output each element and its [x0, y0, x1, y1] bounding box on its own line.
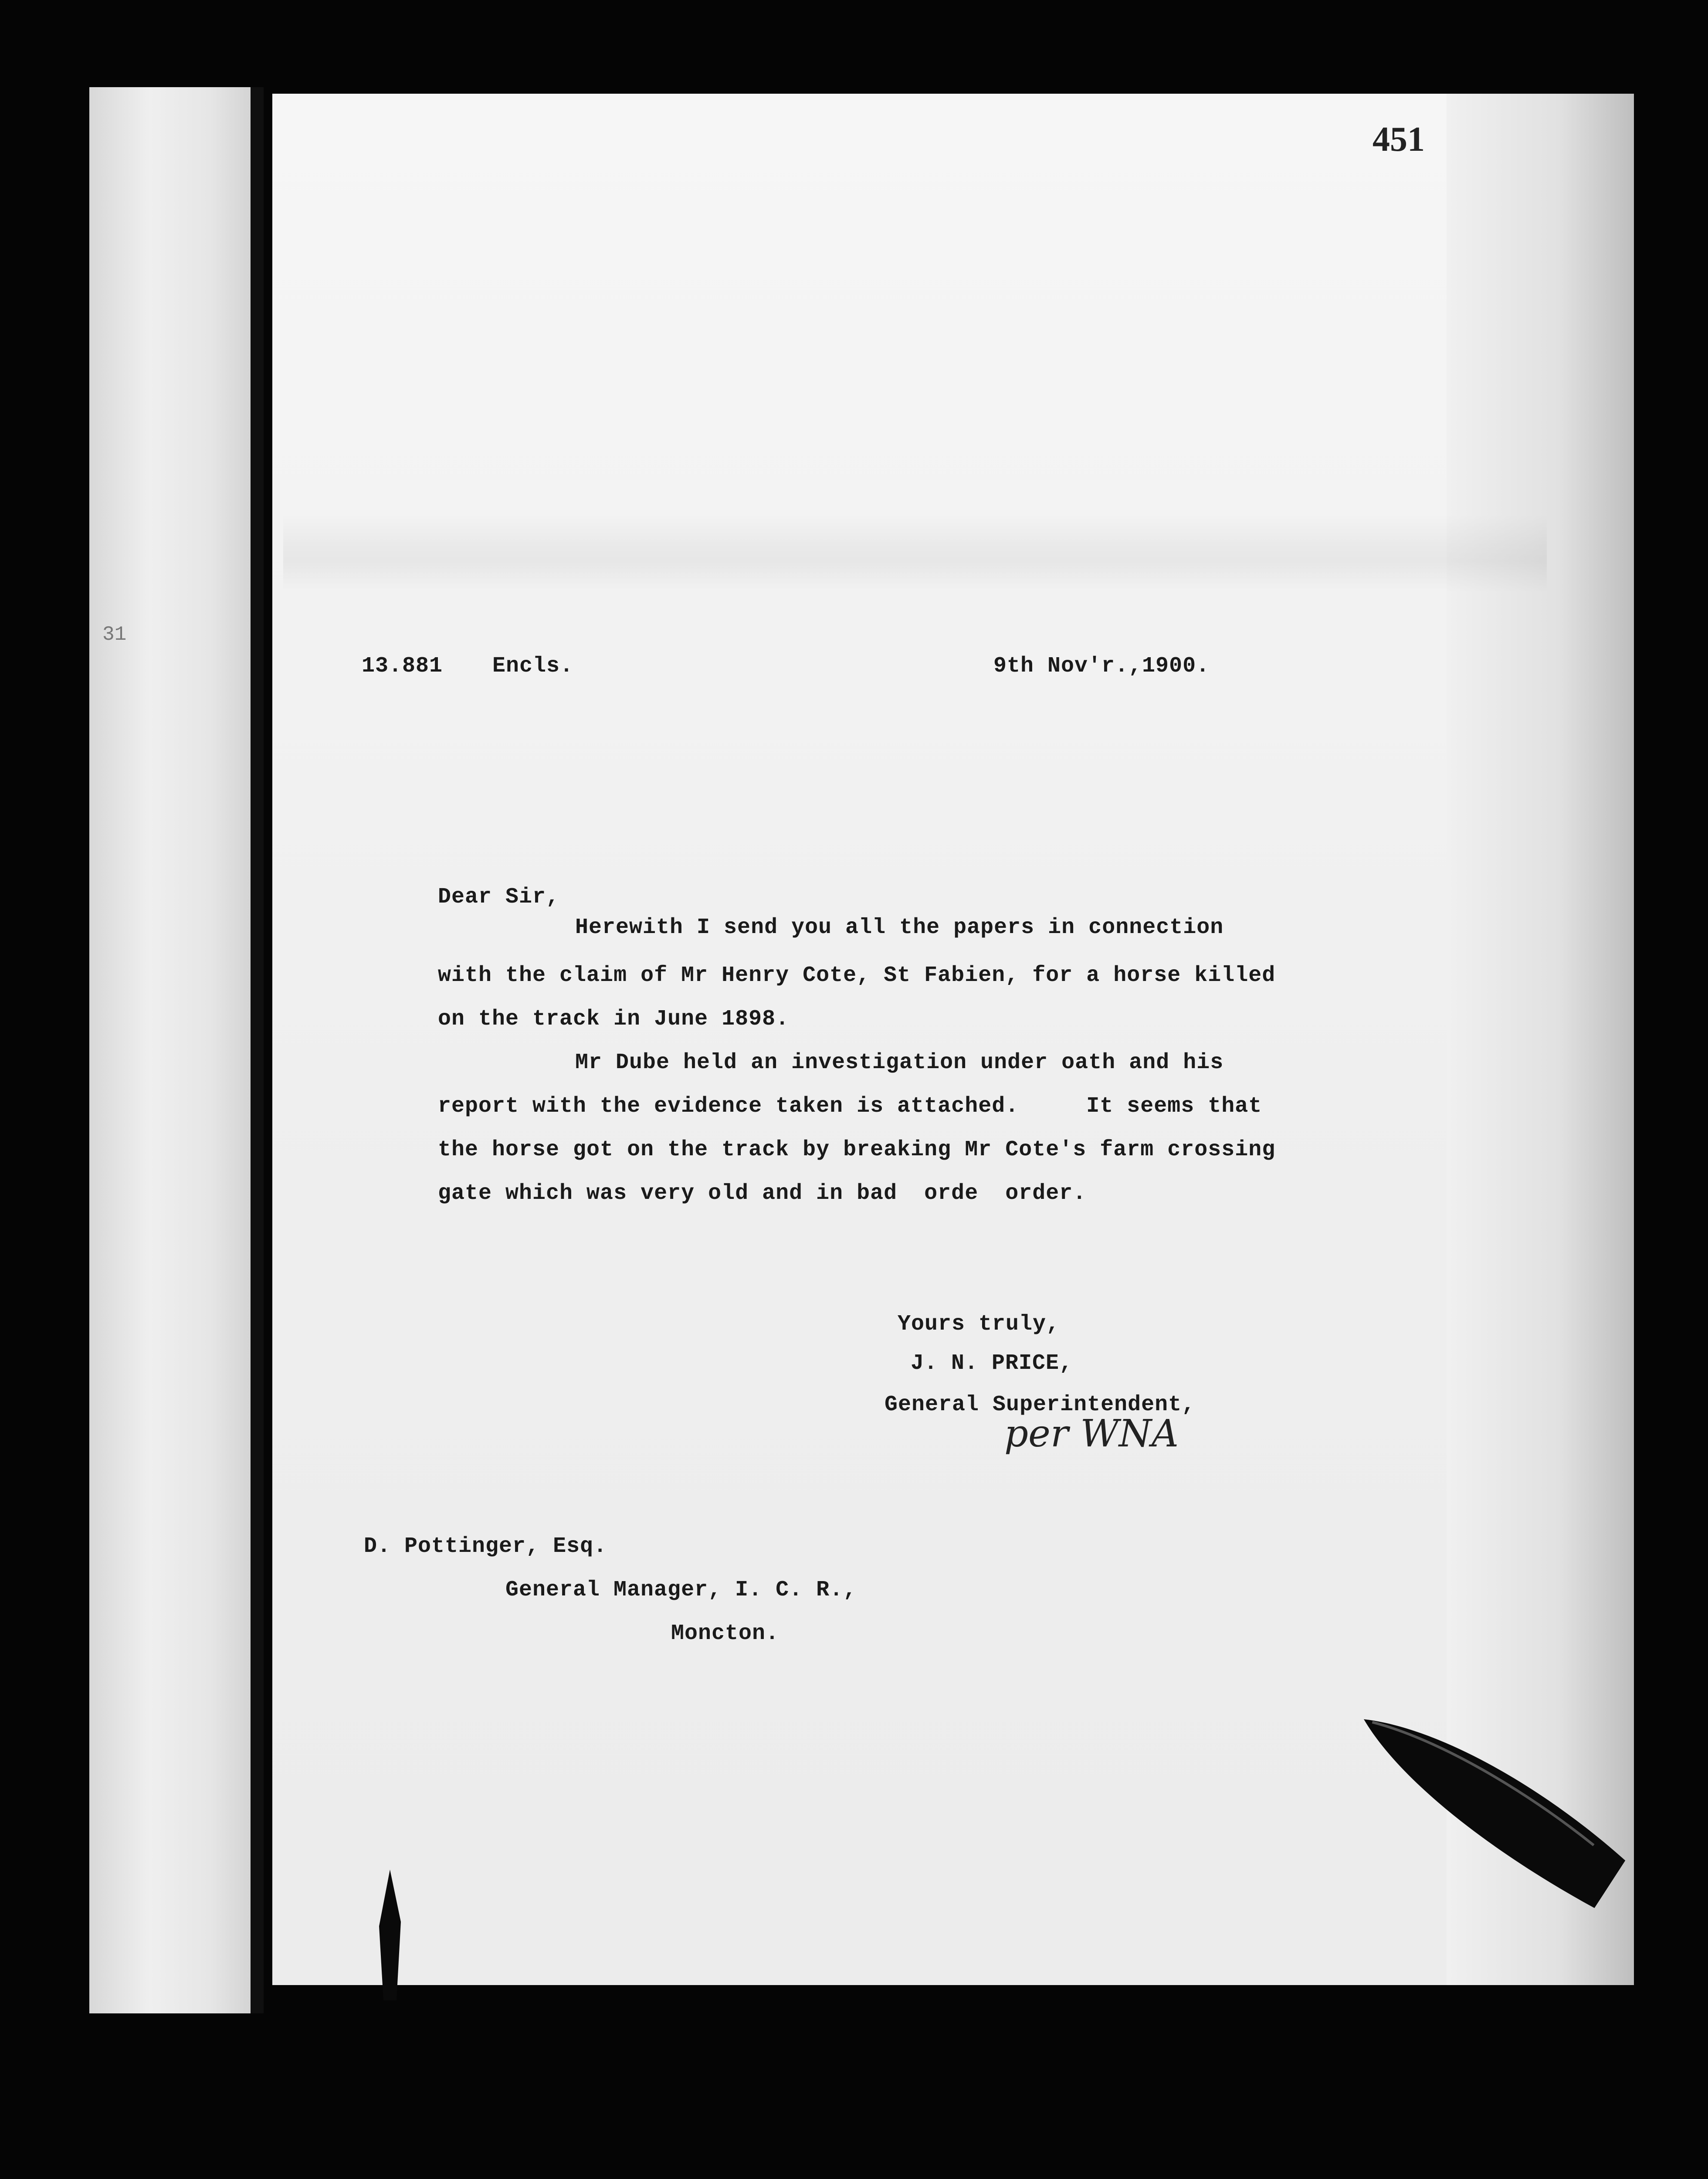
adjacent-page-strip: [89, 87, 261, 2013]
body-line-2: with the claim of Mr Henry Cote, St Fabien, for a horse killed: [438, 963, 1276, 988]
folio-number: 451: [1372, 120, 1425, 159]
stray-page-mark: 31: [102, 623, 127, 646]
handwritten-initials: per WNA: [1004, 1412, 1179, 1456]
reference-number: 13.881: [362, 654, 443, 679]
recipient-place: Moncton.: [671, 1621, 779, 1646]
body-line-6: the horse got on the track by breaking Mr Cote's farm crossing: [438, 1137, 1276, 1162]
letter-page: [272, 94, 1553, 1985]
body-line-1: Herewith I send you all the papers in connection: [575, 915, 1224, 940]
letter-date: 9th Nov'r.,1900.: [993, 654, 1210, 679]
body-line-7: gate which was very old and in bad orde order.: [438, 1181, 1087, 1206]
page-gutter-shadow: [251, 87, 264, 2013]
enclosure-note: Encls.: [492, 654, 574, 679]
page-edge-fade: [1447, 94, 1634, 1985]
recipient-name: D. Pottinger, Esq.: [364, 1534, 607, 1559]
closing: Yours truly,: [898, 1312, 1060, 1337]
body-line-4: Mr Dube held an investigation under oath and his: [575, 1050, 1224, 1075]
recipient-title: General Manager, I. C. R.,: [505, 1578, 857, 1602]
signer-title: General Superintendent,: [884, 1392, 1196, 1417]
torn-edge-mark: [375, 1870, 405, 2000]
signer-name: J. N. PRICE,: [911, 1351, 1073, 1376]
offset-smudge: [283, 514, 1547, 593]
body-line-5: report with the evidence taken is attached. It seems that: [438, 1094, 1262, 1119]
salutation: Dear Sir,: [438, 885, 560, 910]
body-line-3: on the track in June 1898.: [438, 1007, 790, 1032]
